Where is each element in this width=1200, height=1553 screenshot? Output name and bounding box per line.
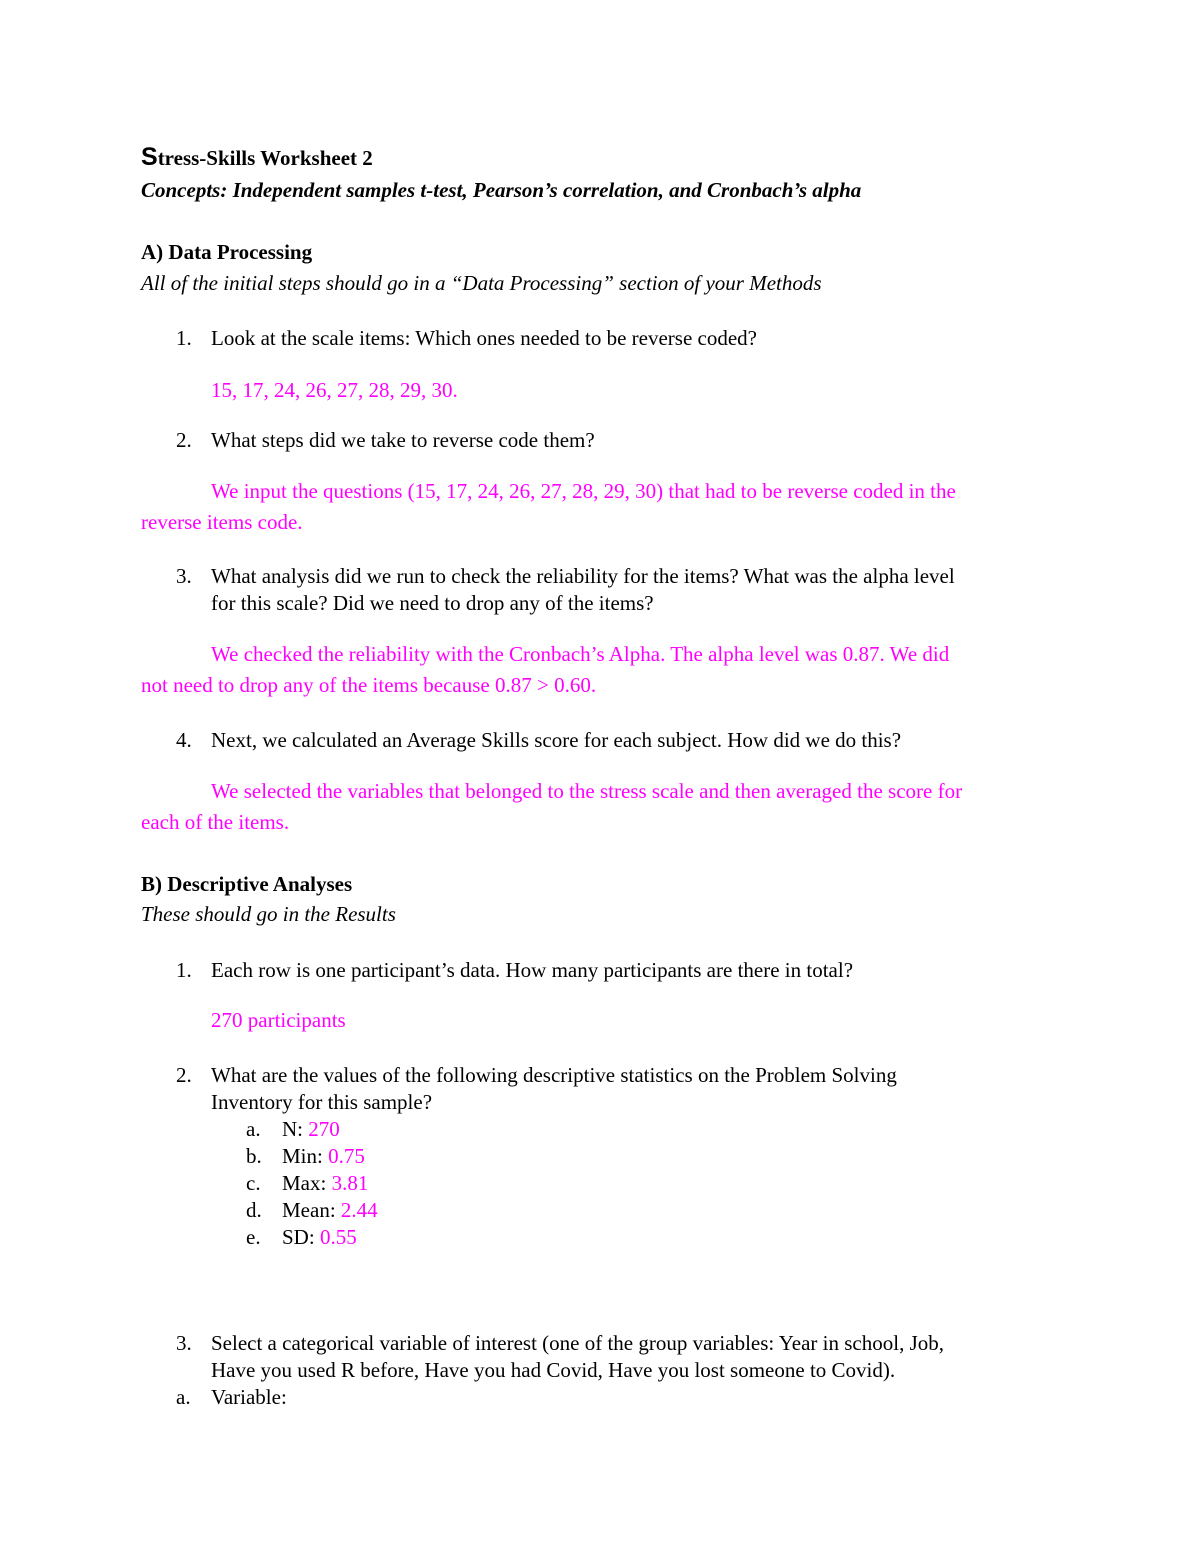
sub-letter: a.	[176, 1385, 191, 1409]
answer-text: We input the questions (15, 17, 24, 26, 27, 28, 29, 30) that had to be reverse coded in the	[211, 479, 956, 503]
question-text: What analysis did we run to check the reliability for the items? What was the alpha level	[211, 564, 955, 588]
question-text: for this scale? Did we need to drop any of the items?	[211, 591, 654, 615]
answer-text: reverse items code.	[141, 510, 303, 534]
question-text: What are the values of the following descriptive statistics on the Problem Solving	[211, 1063, 897, 1087]
stat-max	[282, 1169, 368, 1197]
stat-label: Mean:	[282, 1198, 341, 1222]
answer-text: We checked the reliability with the Cronbach’s Alpha. The alpha level was 0.87. We did	[211, 642, 950, 666]
answer-text: 15, 17, 24, 26, 27, 28, 29, 30.	[211, 378, 458, 402]
item-number: 2.	[176, 428, 192, 452]
stat-min	[282, 1142, 365, 1170]
answer-text: not need to drop any of the items because 0.87 > 0.60.	[141, 673, 597, 697]
stat-value: 2.44	[340, 1198, 378, 1222]
stat-sd	[282, 1223, 357, 1251]
stat-letter: a.	[246, 1117, 261, 1141]
stat-value: 270	[308, 1117, 340, 1141]
answer-text: 270 participants	[211, 1008, 346, 1032]
stat-letter: e.	[246, 1225, 261, 1249]
title-first-letter: S	[141, 143, 158, 171]
answer-text: each of the items.	[141, 810, 290, 834]
stat-label: Min:	[282, 1144, 329, 1168]
item-number: 3.	[176, 564, 192, 588]
answer-text: We selected the variables that belonged to the stress scale and then averaged the score for	[211, 779, 963, 803]
item-number: 4.	[176, 728, 192, 752]
stat-label: SD:	[282, 1225, 320, 1249]
question-text: Inventory for this sample?	[211, 1090, 433, 1114]
stat-value: 0.75	[328, 1144, 365, 1168]
page-title	[141, 143, 373, 172]
question-text: Look at the scale items: Which ones needed to be reverse coded?	[211, 326, 757, 350]
title-rest: tress-Skills Worksheet 2	[157, 146, 373, 170]
stat-label: N:	[282, 1117, 309, 1141]
concepts-line: Concepts: Independent samples t-test, Pearson’s correlation, and Cronbach’s alpha	[141, 178, 862, 202]
section-b-heading: B) Descriptive Analyses	[141, 872, 353, 896]
question-text: What steps did we take to reverse code them?	[211, 428, 595, 452]
item-number: 2.	[176, 1063, 192, 1087]
stat-mean	[282, 1196, 378, 1224]
item-number: 1.	[176, 326, 192, 350]
section-a-heading: A) Data Processing	[141, 240, 313, 264]
section-b-subtitle: These should go in the Results	[141, 902, 396, 926]
stat-n	[282, 1115, 340, 1143]
stat-letter: b.	[246, 1144, 262, 1168]
item-number: 1.	[176, 958, 192, 982]
question-text: Select a categorical variable of interest (one of the group variables: Year in school, Job,	[211, 1331, 945, 1355]
question-text: Each row is one participant’s data. How many participants are there in total?	[211, 958, 854, 982]
variable-label: Variable:	[211, 1385, 287, 1409]
question-text: Next, we calculated an Average Skills score for each subject. How did we do this?	[211, 728, 902, 752]
item-number: 3.	[176, 1331, 192, 1355]
stat-letter: d.	[246, 1198, 262, 1222]
section-a-subtitle: All of the initial steps should go in a “Data Processing” section of your Methods	[141, 271, 822, 295]
stat-letter: c.	[246, 1171, 261, 1195]
question-text: Have you used R before, Have you had Covid, Have you lost someone to Covid).	[211, 1358, 896, 1382]
stat-value: 3.81	[331, 1171, 369, 1195]
stat-label: Max:	[282, 1171, 332, 1195]
stat-value: 0.55	[319, 1225, 357, 1249]
